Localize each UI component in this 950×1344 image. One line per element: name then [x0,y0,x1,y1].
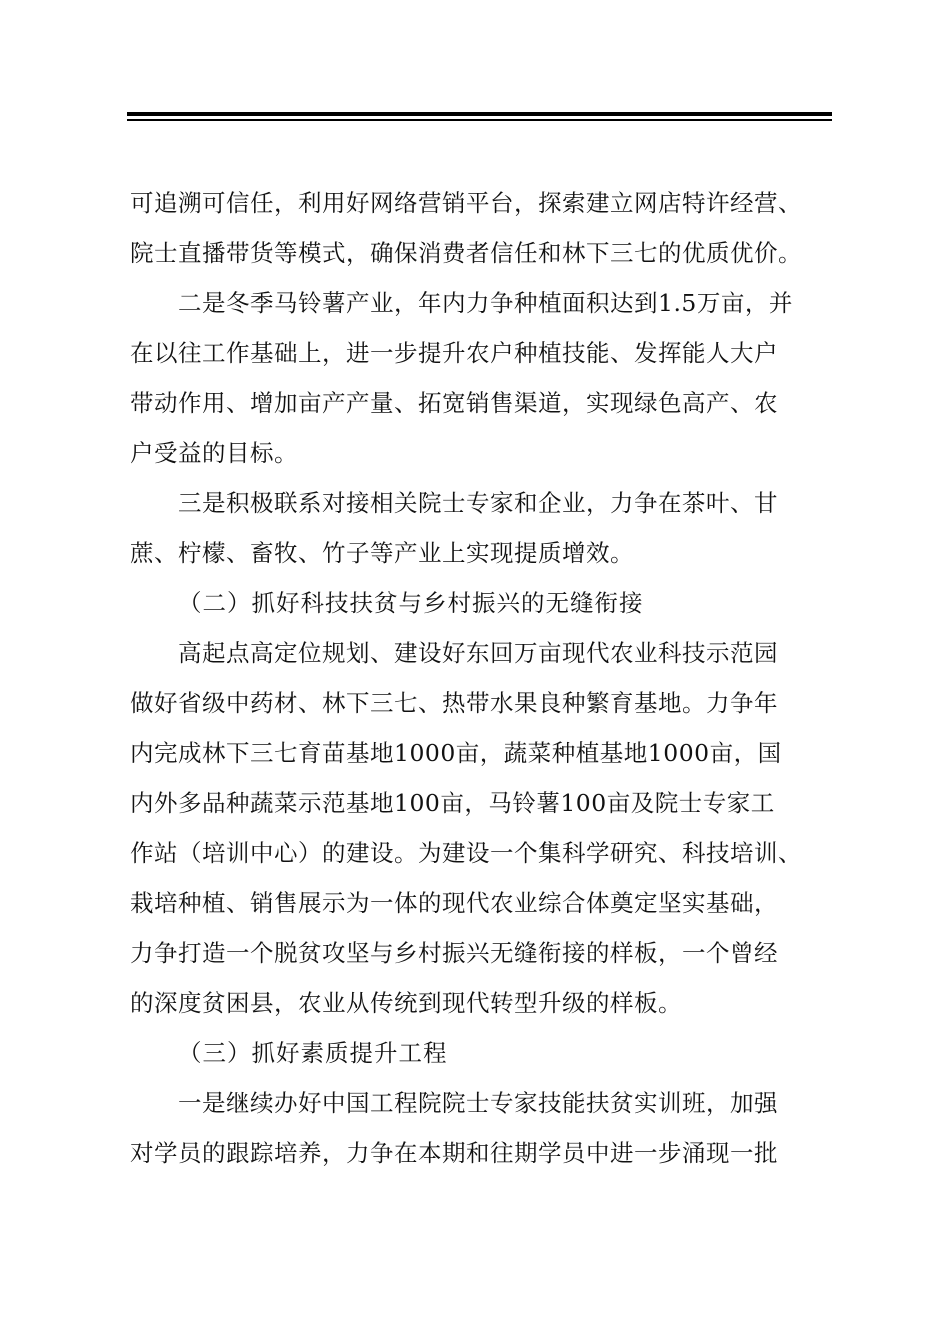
paragraph-start-line: 高起点高定位规划、建设好东回万亩现代农业科技示范园 [178,639,778,667]
text-line: 在以往工作基础上，进一步提升农户种植技能、发挥能人大户 [130,339,778,367]
text-line: 院士直播带货等模式，确保消费者信任和林下三七的优质优价。 [130,239,802,267]
text-line: 可追溯可信任，利用好网络营销平台，探索建立网店特许经营、 [130,189,802,217]
text-line: 蔗、柠檬、畜牧、竹子等产业上实现提质增效。 [130,539,634,567]
text-line: 作站（培训中心）的建设。为建设一个集科学研究、科技培训、 [130,839,802,867]
paragraph-start-line: 二是冬季马铃薯产业，年内力争种植面积达到1.5万亩，并 [178,289,793,317]
text-line: 对学员的跟踪培养，力争在本期和往期学员中进一步涌现一批 [130,1139,778,1167]
text-line: 力争打造一个脱贫攻坚与乡村振兴无缝衔接的样板，一个曾经 [130,939,778,967]
text-line: 的深度贫困县，农业从传统到现代转型升级的样板。 [130,989,682,1017]
header-rule-thick [127,112,832,116]
text-line: 栽培种植、销售展示为一体的现代农业综合体奠定坚实基础， [130,889,778,917]
paragraph-start-line: 三是积极联系对接相关院士专家和企业，力争在茶叶、甘 [178,489,778,517]
text-line: 内完成林下三七育苗基地1000亩，蔬菜种植基地1000亩，国 [130,739,782,767]
text-line: 带动作用、增加亩产产量、拓宽销售渠道，实现绿色高产、农 [130,389,778,417]
text-line: 户受益的目标。 [130,439,298,467]
paragraph-start-line: 一是继续办好中国工程院院士专家技能扶贫实训班，加强 [178,1089,778,1117]
document-body [130,178,830,1178]
text-line: 内外多品种蔬菜示范基地100亩，马铃薯100亩及院士专家工 [130,789,775,817]
text-line: 做好省级中药材、林下三七、热带水果良种繁育基地。力争年 [130,689,778,717]
section-heading: （三）抓好素质提升工程 [178,1039,448,1067]
header-rule-thin [127,119,832,121]
section-heading: （二）抓好科技扶贫与乡村振兴的无缝衔接 [178,589,644,617]
